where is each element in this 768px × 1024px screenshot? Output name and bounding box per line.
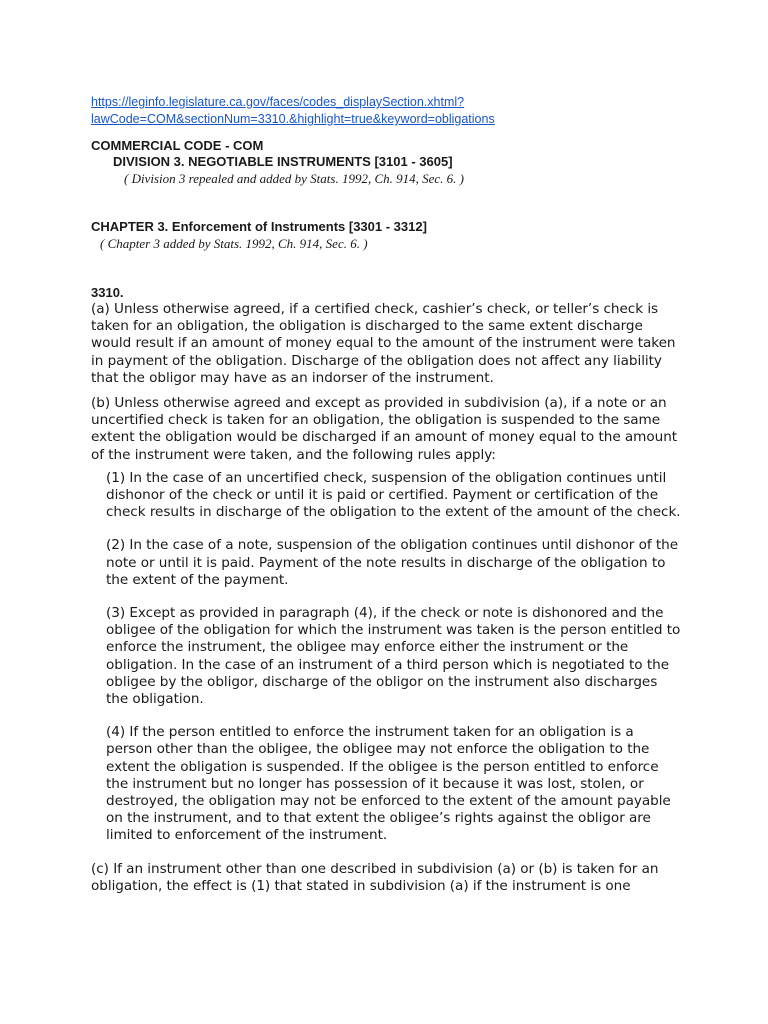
paragraph-b1: (1) In the case of an uncertified check, suspension of the obligation continues until dishonor of the check or until it is paid or certified. Payment or certification of the check results in discharge of the obligation to the extent of the amount of the check.	[106, 469, 681, 521]
source-link[interactable]	[91, 94, 681, 128]
source-link-line2[interactable]: lawCode=COM&sectionNum=3310.&highlight=true&keyword=obligations	[91, 112, 495, 126]
subdivision-a: (a) Unless otherwise agreed, if a certified check, cashier’s check, or teller’s check is taken for an obligation, the obligation is discharged to the same extent discharge would result if an amount of money equal to the amount of the instrument were taken in payment of the obligation. Discharge of the obligation does not affect any liability that the obligor may have as an indorser of the instrument.	[91, 301, 676, 386]
section-number: 3310.	[91, 285, 124, 300]
code-title: COMMERCIAL CODE - COM	[91, 138, 264, 153]
chapter-note: ( Chapter 3 added by Stats. 1992, Ch. 914, Sec. 6. )	[100, 236, 368, 251]
subdivision-b: (b) Unless otherwise agreed and except as provided in subdivision (a), if a note or an uncertified check is taken for an obligation, the obligation is suspended to the same extent the obligation would be discharged if an amount of money equal to the amount of the instrument were taken, and the following rules apply:	[91, 395, 678, 463]
paragraph-b2: (2) In the case of a note, suspension of the obligation continues until dishonor of the note or until it is paid. Payment of the note results in discharge of the obligation to the extent of the payment.	[106, 537, 679, 588]
division-title: DIVISION 3. NEGOTIABLE INSTRUMENTS [3101 - 3605]	[113, 154, 453, 169]
source-link-line1[interactable]: https://leginfo.legislature.ca.gov/faces/codes_displaySection.xhtml?	[91, 95, 465, 109]
paragraph-b4: (4) If the person entitled to enforce the instrument taken for an obligation is a person other than the obligee, the obligee may not enforce the obligation to the extent the obligation is suspended. If the obligee is the person entitled to enforce the instrument but no longer has possession of it because it was lost, stolen, or destroyed, the obligation may not be enforced to the extent of the amount payable on the instrument, and to that extent the obligee’s rights against the obligor are limited to enforcement of the instrument.	[106, 724, 671, 844]
paragraph-b3: (3) Except as provided in paragraph (4), if the check or note is dishonored and the obligee of the obligation for which the instrument was taken is the person entitled to enforce the instrument, the obligee may enforce either the instrument or the obligation. In the case of an instrument of a third person which is negotiated to the obligee by the obligor, discharge of the obligor on the instrument also discharges the obligation.	[106, 605, 681, 708]
subdivision-c: (c) If an instrument other than one described in subdivision (a) or (b) is taken for an obligation, the effect is (1) that stated in subdivision (a) if the instrument is one	[91, 860, 659, 894]
division-note: ( Division 3 repealed and added by Stats. 1992, Ch. 914, Sec. 6. )	[124, 171, 464, 186]
chapter-title: CHAPTER 3. Enforcement of Instruments [3301 - 3312]	[91, 219, 427, 234]
document-page	[91, 94, 681, 895]
